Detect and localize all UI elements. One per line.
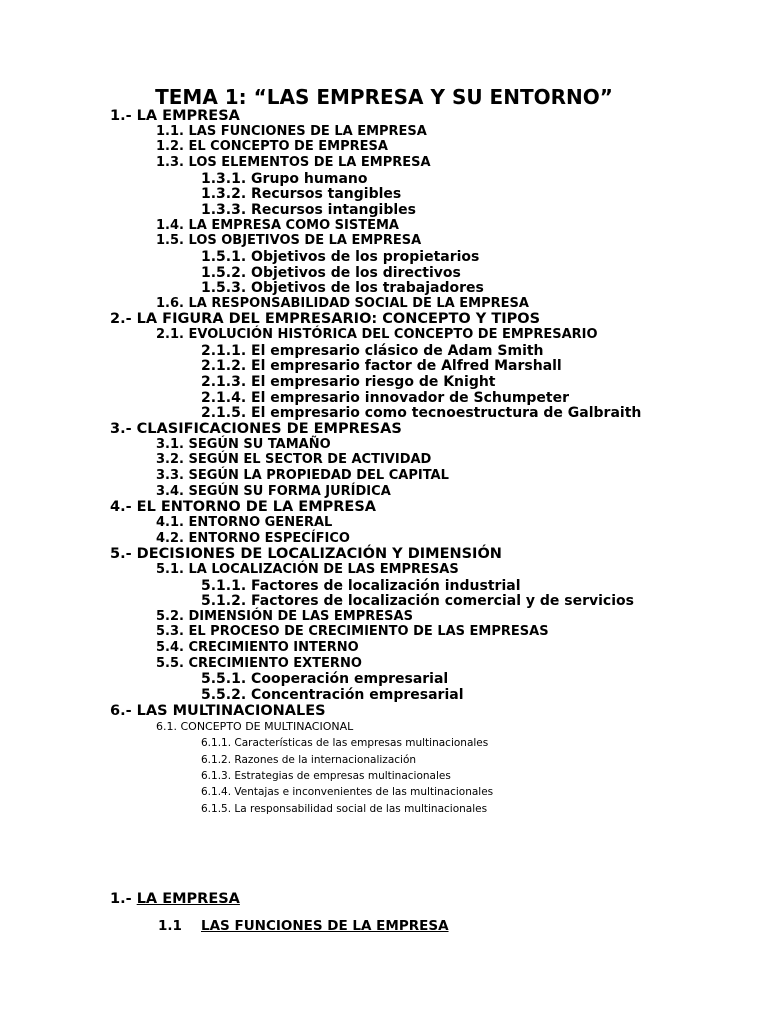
toc-entry: 1.3. LOS ELEMENTOS DE LA EMPRESA xyxy=(156,154,431,170)
toc-entry: 3.- CLASIFICACIONES DE EMPRESAS xyxy=(110,421,402,437)
toc-entry: 5.4. CRECIMIENTO INTERNO xyxy=(156,640,359,656)
toc-entry: 1.2. EL CONCEPTO DE EMPRESA xyxy=(156,139,388,155)
section-number: 1.- xyxy=(110,891,132,907)
subsection-number: 1.1 xyxy=(158,918,182,934)
toc-entry: 6.1. CONCEPTO DE MULTINACIONAL xyxy=(156,719,354,733)
toc-entry: 6.1.1. Características de las empresas multinacionales xyxy=(201,737,489,750)
toc-entry: 1.3.2. Recursos tangibles xyxy=(201,186,402,203)
toc-entry: 1.- LA EMPRESA xyxy=(110,108,240,124)
toc-entry: 1.5. LOS OBJETIVOS DE LA EMPRESA xyxy=(156,233,422,249)
toc-entry: 2.- LA FIGURA DEL EMPRESARIO: CONCEPTO Y TIPOS xyxy=(110,311,541,328)
toc-entry: 2.1.2. El empresario factor de Alfred Marshall xyxy=(201,358,562,375)
toc-entry: 2.1.5. El empresario como tecnoestructura de Galbraith xyxy=(201,405,642,422)
toc-entry: 1.3.3. Recursos intangibles xyxy=(201,201,416,218)
toc-entry: 2.1.4. El empresario innovador de Schumpeter xyxy=(201,389,570,406)
toc-entry: 6.- LAS MULTINACIONALES xyxy=(110,702,326,719)
toc-entry: 4.1. ENTORNO GENERAL xyxy=(156,514,333,530)
toc-entry: 2.1.1. El empresario clásico de Adam Smith xyxy=(201,342,544,359)
toc-entry: 5.5. CRECIMIENTO EXTERNO xyxy=(156,655,362,671)
toc-entry: 1.3.1. Grupo humano xyxy=(201,170,368,187)
toc-entry: 5.2. DIMENSIÓN DE LAS EMPRESAS xyxy=(156,608,413,624)
toc-entry: 1.5.3. Objetivos de los trabajadores xyxy=(201,280,484,297)
toc-entry: 6.1.5. La responsabilidad social de las multinacionales xyxy=(201,802,488,815)
toc-entry: 1.5.1. Objetivos de los propietarios xyxy=(201,248,480,265)
toc-entry: 1.5.2. Objetivos de los directivos xyxy=(201,264,461,281)
toc-entry: 5.1. LA LOCALIZACIÓN DE LAS EMPRESAS xyxy=(156,561,459,577)
toc-entry: 2.1. EVOLUCIÓN HISTÓRICA DEL CONCEPTO DE EMPRESARIO xyxy=(156,327,598,343)
subsection-heading xyxy=(158,917,449,935)
toc-entry: 1.1. LAS FUNCIONES DE LA EMPRESA xyxy=(156,123,427,139)
toc-entry: 3.3. SEGÚN LA PROPIEDAD DEL CAPITAL xyxy=(156,467,449,483)
toc-entry: 2.1.3. El empresario riesgo de Knight xyxy=(201,374,496,391)
toc-entry: 5.- DECISIONES DE LOCALIZACIÓN Y DIMENSIÓN xyxy=(110,546,502,563)
section-heading xyxy=(110,890,240,908)
toc-entry: 1.6. LA RESPONSABILIDAD SOCIAL DE LA EMPRESA xyxy=(156,295,529,311)
toc-entry: 5.5.1. Cooperación empresarial xyxy=(201,671,449,688)
subsection-title: LAS FUNCIONES DE LA EMPRESA xyxy=(201,918,449,934)
toc-entry: 5.3. EL PROCESO DE CRECIMIENTO DE LAS EMPRESAS xyxy=(156,624,549,640)
toc-entry: 4.2. ENTORNO ESPECÍFICO xyxy=(156,530,350,546)
toc-entry: 3.2. SEGÚN EL SECTOR DE ACTIVIDAD xyxy=(156,452,432,468)
toc-entry: 5.1.2. Factores de localización comercial y de servicios xyxy=(201,593,634,610)
toc-entry: 5.5.2. Concentración empresarial xyxy=(201,687,464,704)
toc-entry: 4.- EL ENTORNO DE LA EMPRESA xyxy=(110,499,376,516)
toc-entry: 5.1.1. Factores de localización industrial xyxy=(201,577,521,594)
toc-entry: 6.1.4. Ventajas e inconvenientes de las multinacionales xyxy=(201,786,494,799)
toc-entry: 3.4. SEGÚN SU FORMA JURÍDICA xyxy=(156,483,391,499)
document-title: TEMA 1: “LAS EMPRESA Y SU ENTORNO” xyxy=(155,85,613,109)
section-title: LA EMPRESA xyxy=(136,891,240,907)
toc-entry: 3.1. SEGÚN SU TAMAÑO xyxy=(156,436,331,452)
toc-entry: 6.1.3. Estrategias de empresas multinacionales xyxy=(201,769,451,782)
toc-entry: 6.1.2. Razones de la internacionalización xyxy=(201,753,417,766)
toc-entry: 1.4. LA EMPRESA COMO SISTEMA xyxy=(156,217,399,233)
